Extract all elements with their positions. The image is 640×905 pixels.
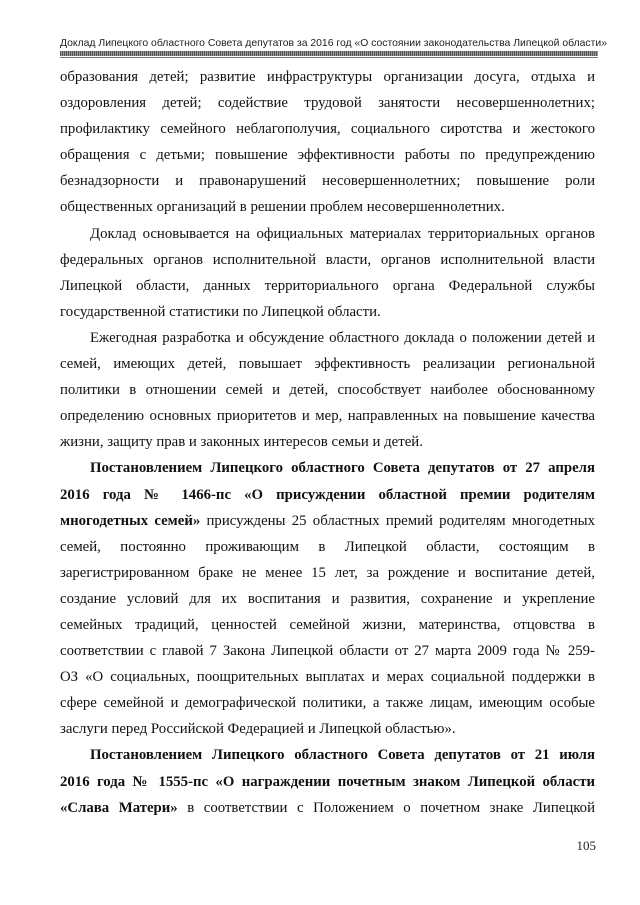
paragraph-5 bbox=[60, 742, 595, 820]
text-line: определению основных приоритетов и мер, направленных на повышение качества bbox=[60, 408, 595, 425]
text-fragment: в соответствии с Положением о почетном знаке Липецкой bbox=[177, 799, 595, 816]
text-line: общественных организаций в решении проблем несовершеннолетних. bbox=[60, 199, 505, 216]
text-line: Липецкой области, данных территориального органа Федеральной службы bbox=[60, 277, 595, 294]
text-line: обращения с детьми; повышение эффективности работы по предупреждению bbox=[60, 147, 595, 164]
text-line: Доклад основывается на официальных материалах территориальных органов bbox=[90, 225, 595, 242]
text-line: семей, имеющих детей, повышает эффективность реализации региональной bbox=[60, 356, 595, 373]
text-line-bold: Постановлением Липецкого областного Совета депутатов от 21 июля bbox=[90, 747, 595, 764]
text-line bbox=[60, 795, 595, 821]
text-line: безнадзорности и правонарушений несовершеннолетних; повышение роли bbox=[60, 173, 595, 190]
text-fragment: присуждены 25 областных премий родителям многодетных bbox=[200, 512, 595, 529]
header-rule bbox=[60, 51, 598, 56]
document-body bbox=[60, 64, 595, 821]
decree-title-end: многодетных семей» bbox=[60, 512, 201, 529]
text-line: жизни, защиту прав и законных интересов семьи и детей. bbox=[60, 434, 423, 451]
text-line-bold: 2016 года № 1466-пс «О присуждении областной премии родителям bbox=[60, 486, 595, 503]
paragraph-4 bbox=[60, 455, 595, 742]
text-line: политики в отношении семей и детей, способствует наиболее обоснованному bbox=[60, 382, 595, 399]
text-line: соответствии с главой 7 Закона Липецкой области от 27 марта 2009 года № 259- bbox=[60, 643, 595, 660]
header-rule-thin bbox=[60, 57, 598, 58]
text-line: зарегистрированном браке не менее 15 лет, за рождение и воспитание детей, bbox=[60, 564, 595, 581]
text-line: ОЗ «О социальных, поощрительных выплатах и мерах социальной поддержки в bbox=[60, 669, 595, 686]
text-line-bold: Постановлением Липецкого областного Совета депутатов от 27 апреля bbox=[90, 460, 595, 477]
text-line: создание условий для их воспитания и развития, сохранение и укрепление bbox=[60, 590, 595, 607]
running-header: Доклад Липецкого областного Совета депутатов за 2016 год «О состоянии законодательства Липецкой области» bbox=[60, 38, 607, 49]
text-line: государственной статистики по Липецкой области. bbox=[60, 303, 381, 320]
text-line-bold: 2016 года № 1555-пс «О награждении почетным знаком Липецкой области bbox=[60, 773, 595, 790]
paragraph-1 bbox=[60, 64, 595, 221]
text-line: семейных традиций, ценностей семейной жизни, материнства, отцовства в bbox=[60, 616, 595, 633]
paragraph-2 bbox=[60, 221, 595, 325]
text-line: семей, постоянно проживающим в Липецкой области, состоящим в bbox=[60, 538, 595, 555]
text-line: заслуги перед Российской Федерацией и Липецкой областью». bbox=[60, 721, 456, 738]
text-line: оздоровления детей; содействие трудовой занятости несовершеннолетних; bbox=[60, 95, 595, 112]
text-line: сфере семейной и демографической политики, а также лицам, имеющим особые bbox=[60, 695, 595, 712]
text-line: образования детей; развитие инфраструктуры организации досуга, отдыха и bbox=[60, 69, 595, 85]
page-number: 105 bbox=[576, 838, 596, 853]
text-line: федеральных органов исполнительной власти, органов исполнительной власти bbox=[60, 251, 595, 268]
text-line bbox=[60, 508, 595, 534]
award-name: «Слава Матери» bbox=[60, 799, 178, 816]
text-line: Ежегодная разработка и обсуждение областного доклада о положении детей и bbox=[90, 329, 595, 346]
paragraph-3 bbox=[60, 325, 595, 455]
text-line: профилактику семейного неблагополучия, социального сиротства и жестокого bbox=[60, 121, 595, 138]
